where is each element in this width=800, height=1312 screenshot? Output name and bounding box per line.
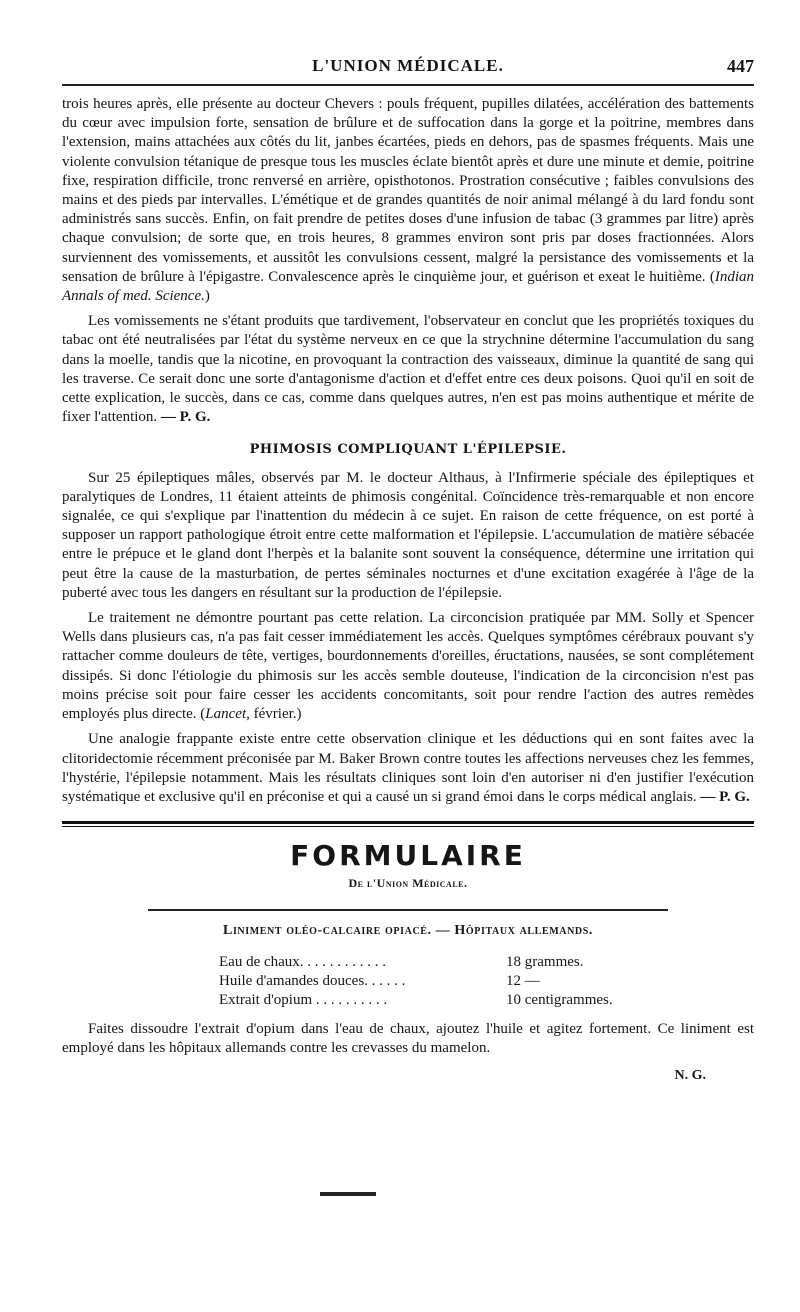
formulaire-heading: FORMULAIRE	[290, 839, 526, 873]
recipe-divider	[148, 909, 668, 911]
recipe-paragraph: Faites dissoudre l'extrait d'opium dans l'eau de chaux, ajoutez l'huile et agitez fortement. Ce liniment est employé dans les hôpitaux allemands contre les crevasses du mamelon.	[62, 1021, 754, 1057]
ingredient-list	[219, 953, 754, 1010]
section-divider	[62, 821, 754, 827]
article2-paragraph-1: Sur 25 épileptiques mâles, observés par M. le docteur Althaus, à l'Infirmerie spéciale des épileptiques et paralytiques de Londres, 11 étaient atteints de phimosis congénital. Coïncidence très-remarquable et non encore signalée, ce qui s'explique par l'inattention du médecin à ce sujet. En raison de cette fréquence, on est porté à supposer un rapport pathologique étroit entre cette malformation et l'épilepsie. L'accumulation de matière sébacée entre le prépuce et le gland dont l'herpès et la balanite sont souvent la conséquence, détermine une irritation qui peut être la cause de la masturbation, de pertes séminales nocturnes et d'une excitation exagérée à l'âge de la puberté avec tous les dangers en résultant sur la production de l'épilepsie.	[62, 469, 754, 601]
ingredient-quantity: 12 —	[506, 973, 540, 990]
article-body	[62, 95, 754, 807]
article1-paragraph-1: trois heures après, elle présente au docteur Chevers : pouls fréquent, pupilles dilatées, accélération des battements du cœur avec impulsion forte, sensation de brûlure et de suffocation dans la gorge et la poitrine, membres dans l'extension, mains attachées aux côtés du lit, janbes écartées, pieds en dehors, pas de spasmes fréquents. Mais une violente convulsion tétanique de presque tous les muscles éclate bientôt après et dure une minute et demie, poitrine fixe, respiration difficile, tronc renversé en arrière, opisthotonos. Prostration consécutive ; faibles convulsions des mains et des pieds par intervalles. L'émétique et de grandes quantités de noir animal mélangé à du lard fondu sont administrés sans succès. Enfin, on fait prendre de petites doses d'une infusion de tabac (3 grammes par litre) après chaque convulsion; de sorte que, en trois heures, 8 grammes environ sont pris par doses fractionnées. Alors surviennent des vomissements, et aussitôt les convulsions cessent, malgré la persistance des vomissements et la sensation de brûlure à l'épigastre. Convalescence après le cinquième jour, et guérison et exeat le huitième. (Indian Annals of med. Science.)	[62, 96, 754, 305]
recipe-instructions	[62, 1020, 754, 1058]
ingredient-quantity: 18 grammes.	[506, 954, 584, 971]
ingredient-name: Eau de chaux. . . . . . . . . . . .	[219, 954, 387, 971]
formulaire-subheading: De l'Union Médicale.	[348, 876, 468, 891]
source-citation: Lancet	[205, 706, 247, 723]
ingredient-row	[219, 953, 754, 972]
article1-paragraph-2: Les vomissements ne s'étant produits que tardivement, l'observateur en conclut que les propriétés toxiques du tabac ont été neutralisées par l'état du système nerveux en ce que la strychnine détermine l'accumulation du sang dans la moelle, tandis que la nicotine, en provoquant la contraction des vaisseaux, diminue la quantité de sang qui les traverse. Ce serait donc une sorte d'antagonisme d'action et d'effet entre ces deux poisons. Quoi qu'il en soit de cette explication, le succès, dans ce cas, comme dans quelques autres, n'en est pas moins authentique et mérite de fixer l'attention. — P. G.	[62, 313, 754, 426]
author-signature: — P. G.	[700, 788, 750, 805]
article2-paragraph-2: Le traitement ne démontre pourtant pas cette relation. La circoncision pratiquée par MM. Solly et Spencer Wells dans plusieurs cas, n'a pas fait cesser immédiatement les accès. Quelques symptômes cérébraux pouvant s'y rattacher comme douleurs de tête, vertiges, bourdonnements d'oreilles, éructations, nausées, se sont complétement dissipés. Si donc l'étiologie du phimosis sur les accès semble douteuse, l'indication de la circoncision n'est pas moins précise soit pour faire cesser les accidents concomitants, soit pour rendre l'action des autres remèdes employés plus directe. (Lancet, février.)	[62, 610, 754, 723]
ingredient-row	[219, 991, 754, 1010]
running-title: L'UNION MÉDICALE.	[312, 56, 504, 75]
ingredient-name: Extrait d'opium . . . . . . . . . .	[219, 992, 388, 1009]
recipe-signature: N. G.	[674, 1068, 706, 1084]
ingredient-row	[219, 972, 754, 991]
source-citation: Indian Annals of med. Science.	[62, 268, 754, 305]
page-number: 447	[727, 56, 754, 76]
footer-rule	[320, 1192, 376, 1196]
ingredient-name: Huile d'amandes douces. . . . . .	[219, 973, 406, 990]
recipe-title: Liniment oléo-calcaire opiacé. — Hôpitaux allemands.	[223, 923, 593, 939]
ingredient-quantity: 10 centigrammes.	[506, 992, 613, 1009]
author-signature: — P. G.	[160, 409, 211, 426]
document-page	[62, 52, 754, 1232]
running-header	[62, 52, 754, 86]
article2-paragraph-3: Une analogie frappante existe entre cette observation clinique et les déductions qui en sont faites avec la clitoridectomie récemment préconisée par M. Baker Brown contre toutes les affections nerveuses chez les femmes, l'hystérie, l'épilepsie notamment. Mais les résultats cliniques sont loin d'en autoriser ni d'en justifier l'exécution systématique et exclusive qu'il en préconise et qui a causé un si grand émoi dans le corps médical anglais. — P. G.	[62, 731, 754, 805]
section-title: PHIMOSIS COMPLIQUANT L'ÉPILEPSIE.	[249, 442, 567, 458]
